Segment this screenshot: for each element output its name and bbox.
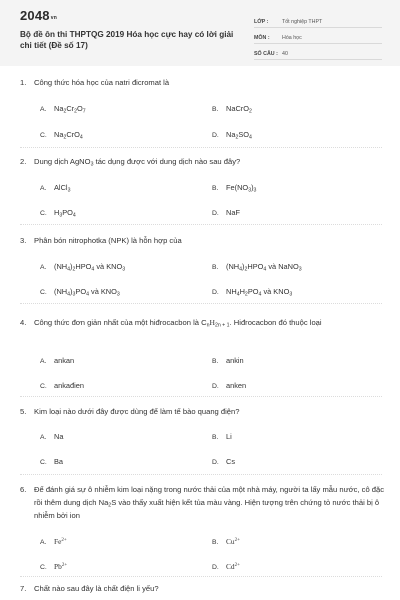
- question-divider: [20, 224, 382, 225]
- option-letter: C.: [40, 459, 47, 466]
- option-a[interactable]: [40, 262, 125, 271]
- question-number: 6.: [20, 485, 27, 494]
- question-stem: [20, 483, 390, 522]
- option-letter: D.: [212, 459, 219, 466]
- option-b[interactable]: [212, 356, 244, 365]
- question-divider: [20, 147, 382, 148]
- option-d[interactable]: [212, 208, 240, 217]
- option-text: Cs: [226, 457, 236, 466]
- option-b[interactable]: [212, 183, 256, 192]
- meta-row-grade: [254, 14, 382, 28]
- question-number: 5.: [20, 407, 27, 416]
- option-letter: B.: [212, 185, 219, 192]
- meta-row-question-count: [254, 46, 382, 60]
- logo-suffix: vn: [50, 15, 57, 21]
- option-a[interactable]: [40, 183, 70, 192]
- question-text: Chất nào sau đây là chất điện li yếu?: [34, 584, 159, 593]
- option-text: $Na_2Cr_2O_7$: [54, 104, 86, 115]
- option-letter: A.: [40, 106, 47, 113]
- option-a[interactable]: [40, 537, 67, 546]
- option-c[interactable]: [40, 130, 83, 139]
- option-letter: A.: [40, 539, 47, 546]
- option-letter: C.: [40, 210, 47, 217]
- option-letter: D.: [212, 210, 219, 217]
- question-stem: [20, 76, 390, 89]
- option-text: anken: [226, 381, 247, 390]
- option-b[interactable]: [212, 432, 232, 441]
- option-text: $Na_2SO_4$: [226, 130, 252, 141]
- question-number: 1.: [20, 78, 27, 87]
- question-divider: [20, 303, 382, 304]
- option-letter: C.: [40, 289, 47, 296]
- option-letter: A.: [40, 434, 47, 441]
- option-letter: D.: [212, 132, 219, 139]
- option-letter: B.: [212, 106, 219, 113]
- question-stem: [20, 582, 390, 595]
- question-text: Công thức đơn giản nhất của một hiđrocacbon là $C_nH_{2n + 1}$. Hiđrocacbon đó thuộc loại: [34, 318, 322, 329]
- option-text: Ba: [54, 457, 64, 466]
- document-header: [0, 0, 400, 66]
- option-text: NaF: [226, 208, 240, 217]
- option-text: $Cu^{2+}$: [226, 537, 240, 546]
- option-c[interactable]: [40, 562, 67, 571]
- option-letter: D.: [212, 564, 219, 571]
- option-letter: B.: [212, 434, 219, 441]
- question-number: 2.: [20, 157, 27, 166]
- option-text: ankin: [226, 356, 244, 365]
- option-d[interactable]: [212, 562, 240, 571]
- option-text: Li: [226, 432, 232, 441]
- option-c[interactable]: [40, 208, 76, 217]
- option-letter: D.: [212, 289, 219, 296]
- option-text: $H_3PO_4$: [54, 208, 76, 219]
- meta-value: Tốt nghiệp THPT: [282, 19, 323, 25]
- meta-value: 40: [282, 51, 288, 57]
- document-meta: [254, 14, 382, 62]
- option-letter: C.: [40, 132, 47, 139]
- option-a[interactable]: [40, 104, 86, 113]
- option-text: $Fe^{2+}$: [54, 537, 67, 546]
- option-d[interactable]: [212, 381, 246, 390]
- option-text: ankađien: [54, 381, 84, 390]
- option-text: $Na_2CrO_4$: [54, 130, 83, 141]
- question-divider: [20, 576, 382, 577]
- option-text: NaCrO$_2$: [226, 104, 252, 115]
- question-divider: [20, 396, 382, 397]
- question-number: 7.: [20, 584, 27, 593]
- option-text: $Fe(NO_3)_3$: [226, 183, 257, 194]
- question-stem: [20, 155, 390, 168]
- option-a[interactable]: [40, 432, 63, 441]
- meta-value: Hóa học: [282, 35, 302, 41]
- question-stem: [20, 316, 390, 329]
- option-text: $(NH_4)_2HPO_4$ và NaNO$_3$: [226, 262, 302, 273]
- question-text: Để đánh giá sự ô nhiễm kim loại nặng trong nước thải của một nhà máy, người ta lấy mẫu nước, cô đặc rồi thêm dung dịch $Na_2S$ vào thấy xuất hiện kết tủa màu vàng. Hiện tượng trên chứng tỏ nước thải bị ô nhiễm bởi ion: [34, 485, 385, 520]
- meta-label: LỚP :: [254, 19, 269, 25]
- option-letter: B.: [212, 264, 219, 271]
- option-text: $(NH_4)_3PO_4$ và $KNO_3$: [54, 287, 120, 298]
- option-text: $(NH_4)_2HPO_4$ và $KNO_3$: [54, 262, 126, 273]
- question-text: Phân bón nitrophotka (NPK) là hỗn hợp của: [34, 236, 182, 245]
- question-text: Công thức hóa học của natri đicromat là: [34, 78, 170, 87]
- option-b[interactable]: [212, 262, 302, 271]
- option-text: $NH_4H_2PO_4$ và $KNO_3$: [226, 287, 293, 298]
- question-number: 4.: [20, 318, 27, 327]
- question-stem: [20, 405, 390, 418]
- option-c[interactable]: [40, 381, 84, 390]
- option-c[interactable]: [40, 287, 120, 296]
- option-text: $Cd^{2+}$: [226, 562, 240, 571]
- option-letter: A.: [40, 264, 47, 271]
- option-text: ankan: [54, 356, 75, 365]
- question-text: Kim loại nào dưới đây được dùng để làm tế bào quang điện?: [34, 407, 240, 416]
- option-text: Na: [54, 432, 64, 441]
- meta-row-subject: [254, 30, 382, 44]
- option-d[interactable]: [212, 287, 292, 296]
- option-a[interactable]: [40, 356, 74, 365]
- option-text: $Pb^{2+}$: [54, 562, 68, 571]
- option-text: AlCl$_3$: [54, 183, 71, 194]
- option-letter: D.: [212, 383, 219, 390]
- meta-label: SỐ CÂU :: [254, 51, 278, 57]
- option-letter: A.: [40, 358, 47, 365]
- option-d[interactable]: [212, 130, 252, 139]
- question-number: 3.: [20, 236, 27, 245]
- option-letter: A.: [40, 185, 47, 192]
- option-letter: B.: [212, 539, 219, 546]
- option-d[interactable]: [212, 457, 235, 466]
- question-stem: [20, 234, 390, 247]
- logo-text: 2048: [20, 8, 50, 23]
- question-text: Dung dịch AgNO$_3$ tác dụng được với dung dịch nào sau đây?: [34, 157, 241, 168]
- option-letter: B.: [212, 358, 219, 365]
- document-title: Bộ đề ôn thi THPTQG 2019 Hóa học cực hay có lời giải chi tiết (Đề số 17): [20, 30, 234, 50]
- option-b[interactable]: [212, 104, 252, 113]
- option-c[interactable]: [40, 457, 63, 466]
- meta-label: MÔN :: [254, 35, 270, 41]
- question-divider: [20, 474, 382, 475]
- option-letter: C.: [40, 564, 47, 571]
- option-letter: C.: [40, 383, 47, 390]
- option-b[interactable]: [212, 537, 240, 546]
